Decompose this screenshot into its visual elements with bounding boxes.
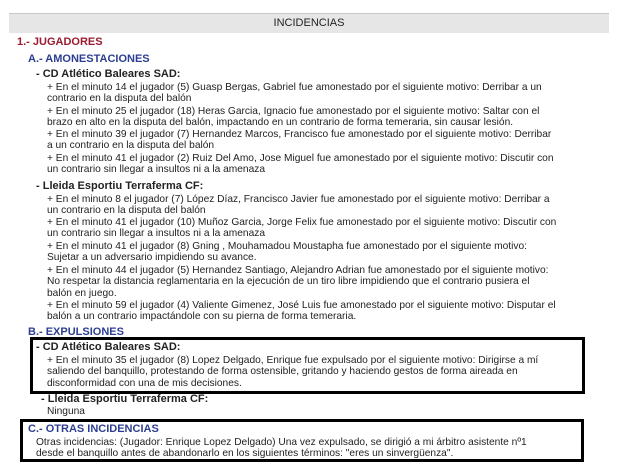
entry-line: + En el minuto 35 el jugador (8) Lopez Delgado, Enrique fue expulsado por el siguiente motivo: Dirigirse a mí xyxy=(47,355,539,366)
entry-line: No respetar la distancia reglamentaria en la ejecución de un tiro libre impidiendo que el contrario pusiera el xyxy=(47,276,530,288)
entry-line: + En el minuto 41 el jugador (10) Muñoz Garcia, Jorge Felix fue amonestado por el siguiente motivo: Discutir con xyxy=(47,217,557,228)
otras-line: desde el banquillo antes de abandonarlo en los siguientes términos: "eres un sinvergüenza". xyxy=(36,448,454,459)
entry-line: a un contrario en la disputa del balón xyxy=(47,140,215,152)
expulsiones-title: B.- EXPULSIONES xyxy=(28,326,124,338)
team-name: - Lleida Esportiu Terraferma CF: xyxy=(36,180,204,192)
section-jugadores-title: 1.- JUGADORES xyxy=(17,36,103,48)
amonestaciones-title: A.- AMONESTACIONES xyxy=(28,53,150,65)
team-name: - CD Atlético Baleares SAD: xyxy=(36,68,181,80)
entry-line: + En el minuto 8 el jugador (7) López Díaz, Francisco Javier fue amonestado por el siguiente motivo: Derribar a xyxy=(47,194,550,205)
none-text: Ninguna xyxy=(47,406,85,417)
entry-line: brazo en alto en la disputa del balón, impactando en un contrario de forma temeraria, sin causar lesión. xyxy=(47,117,514,129)
entry-line: + En el minuto 39 el jugador (7) Hernandez Marcos, Francisco fue amonestado por el siguiente motivo: Derribar xyxy=(47,129,552,140)
list-item xyxy=(47,355,538,389)
entry-line: saliendo del banquillo, protestando de forma ostensible, gritando y haciendo gestos de forma aireada en xyxy=(47,366,518,378)
entry-line: Sujetar a un adversario impidiendo su avance. xyxy=(47,252,257,264)
entry-line: + En el minuto 14 el jugador (5) Guasp Bergas, Gabriel fue amonestado por el siguiente motivo: Derribar a un xyxy=(47,82,542,93)
entry-line: un contrario en la disputa del balón xyxy=(47,205,206,217)
team-name: - CD Atlético Baleares SAD: xyxy=(36,341,181,353)
otras-line: Otras incidencias: (Jugador: Enrique Lopez Delgado) Una vez expulsado, se dirigió a mi árbitro asistente nº1 xyxy=(36,437,527,448)
list-item xyxy=(47,300,556,323)
list-item xyxy=(47,106,539,129)
list-item xyxy=(47,129,551,152)
entry-line: + En el minuto 41 el jugador (2) Ruiz Del Amo, Jose Miguel fue amonestado por el siguiente motivo: Discutir con xyxy=(47,153,554,164)
list-item xyxy=(47,241,527,264)
page-title: INCIDENCIAS xyxy=(9,13,609,33)
list-item xyxy=(47,82,542,105)
list-item xyxy=(47,194,550,217)
list-item xyxy=(47,153,554,176)
entry-line: + En el minuto 59 el jugador (4) Valiente Gimenez, José Luis fue amonestado por el siguiente motivo: Disputar el xyxy=(47,300,556,311)
team-name: - Lleida Esportiu Terraferma CF: xyxy=(41,393,209,405)
entry-line: + En el minuto 44 el jugador (5) Hernandez Santiago, Alejandro Adrian fue amonestado por el siguiente motivo: xyxy=(47,265,549,276)
entry-line: disconformidad con una de mis decisiones. xyxy=(47,377,242,389)
otras-title: C.- OTRAS INCIDENCIAS xyxy=(28,423,159,435)
entry-line: + En el minuto 25 el jugador (18) Heras Garcia, Ignacio fue amonestado por el siguiente motivo: Saltar con el xyxy=(47,106,540,117)
entry-line: balón a un contrario impactándole con su pierna de forma temeraria. xyxy=(47,311,357,323)
entry-line: un contrario sin llegar a insultos ni a la amenaza xyxy=(47,164,266,176)
entry-line: balón en juego. xyxy=(47,287,117,299)
list-item xyxy=(47,217,556,240)
list-item xyxy=(47,265,548,299)
entry-line: + En el minuto 41 el jugador (8) Gning , Mouhamadou Moustapha fue amonestado por el siguiente motivo: xyxy=(47,241,527,252)
entry-line: un contrario sin llegar a insultos ni a la amenaza xyxy=(47,228,266,240)
entry-line: contrario en la disputa del balón xyxy=(47,93,192,105)
